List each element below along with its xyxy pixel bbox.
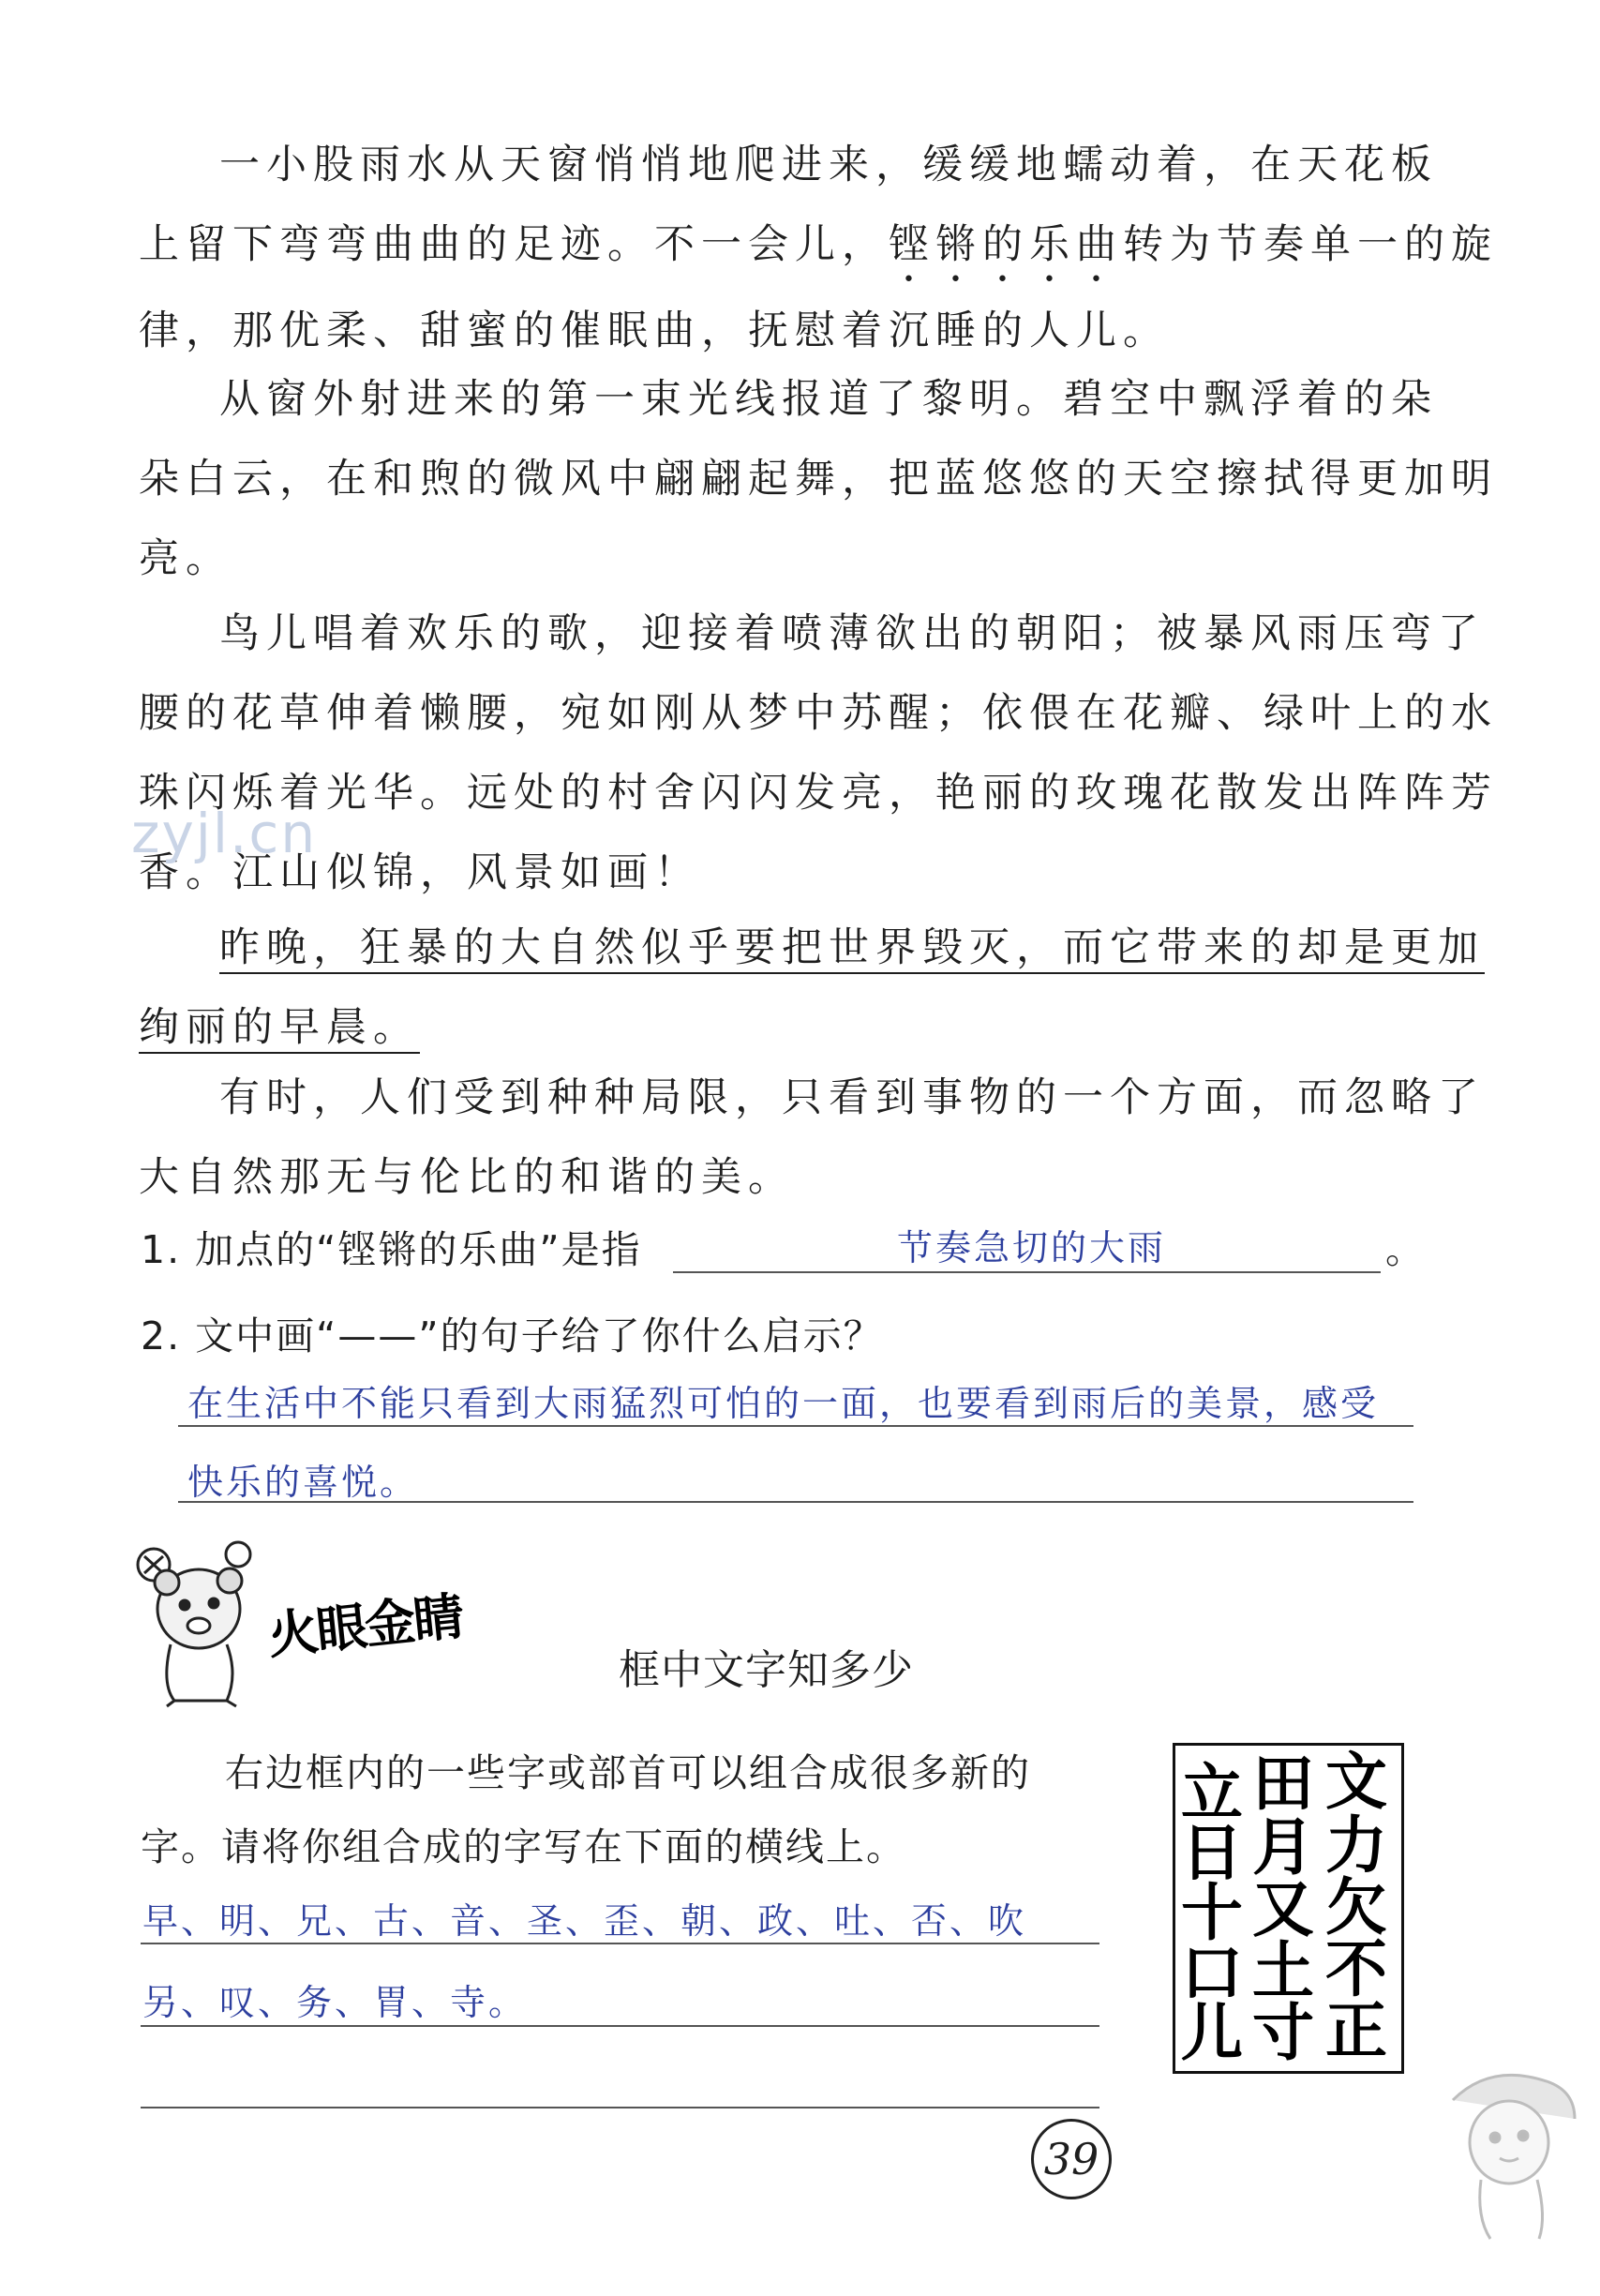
question-2-answer-line1[interactable]: 在生活中不能只看到大雨猛烈可怕的一面，也要看到雨后的美景，感受: [187, 1383, 1380, 1424]
grid-char: 不: [1325, 1933, 1387, 2005]
q2-answer-line-2: [178, 1501, 1413, 1503]
p3-line3: 珠闪烁着光华。远处的村舍闪闪发亮，艳丽的玫瑰花散发出阵阵芳: [139, 770, 1498, 817]
grid-char: 月: [1252, 1811, 1314, 1883]
composed-answer-line-3: [141, 2107, 1099, 2108]
composed-chars-answer-line2: 另、叹、务、胃、寺。: [142, 1982, 528, 2023]
p1-line2-before: 上留下弯弯曲曲的足迹。不一会儿，: [139, 221, 889, 268]
passage-p2: [139, 360, 1498, 599]
question-2-answer-line2: 快乐的喜悦。: [187, 1462, 419, 1503]
passage-p4: [139, 908, 1485, 1068]
instruction-line1: 右边框内的一些字或部首可以组合成很多新的: [225, 1750, 1031, 1795]
p2-line1: 从窗外射进来的第一束光线报道了黎明。碧空中飘浮着的朵: [219, 376, 1438, 423]
question-2-prompt: 2. 文中画“——”的句子给了你什么启示？: [141, 1313, 884, 1358]
grid-char: 儿: [1181, 1997, 1243, 2069]
question-1-prompt: 1. 加点的“铿锵的乐曲”是指: [141, 1227, 642, 1272]
p3-line1: 鸟儿唱着欢乐的歌，迎接着喷薄欲出的朝阳；被暴风雨压弯了: [219, 610, 1485, 657]
p3-line4: 香。江山似锦，风景如画！: [139, 849, 701, 896]
character-grid-box: [1173, 1743, 1404, 2074]
grid-char: 日: [1181, 1817, 1243, 1889]
p1-line2-after: 转为节奏单一的旋: [1123, 221, 1498, 268]
composed-answer-line-2: [141, 2025, 1099, 2027]
section-badge: 火眼金睛: [264, 1586, 466, 1666]
grid-char: 土: [1252, 1935, 1314, 2007]
composed-answer-line-1: [141, 1943, 1099, 1944]
page-number-circle: [1031, 2119, 1112, 2199]
question-1-end: 。: [1385, 1227, 1426, 1272]
p3-line2: 腰的花草伸着懒腰，宛如刚从梦中苏醒；依偎在花瓣、绿叶上的水: [139, 690, 1498, 737]
question-1-answer[interactable]: 节奏急切的大雨: [897, 1227, 1167, 1268]
section-title: 框中文字知多少: [619, 1646, 914, 1694]
emphasized-phrase: 铿锵的乐曲: [889, 221, 1123, 268]
grid-char: 田: [1252, 1748, 1314, 1820]
q2-answer-line-1: [178, 1425, 1413, 1427]
grid-char: 文: [1325, 1746, 1387, 1818]
grid-char: 口: [1181, 1937, 1243, 2009]
passage-p3: [139, 594, 1498, 913]
p5-line1: 有时，人们受到种种局限，只看到事物的一个方面，而忽略了: [219, 1074, 1485, 1121]
p1-line1: 一小股雨水从天窗悄悄地爬进来，缓缓地蠕动着，在天花板: [219, 142, 1438, 188]
passage-p1: [139, 126, 1498, 371]
p1-line3: 律，那优柔、甜蜜的催眠曲，抚慰着沉睡的人儿。: [139, 308, 1170, 354]
p4-line1: [139, 908, 1485, 988]
p2-line3: 亮。: [139, 535, 232, 582]
grid-char: 力: [1325, 1809, 1387, 1882]
q1-answer-line: [673, 1271, 1381, 1273]
passage-p5: [139, 1058, 1485, 1218]
p4-line2: [139, 988, 1409, 1068]
grid-char: 立: [1181, 1757, 1243, 1829]
p5-line2: 大自然那无与伦比的和谐的美。: [139, 1154, 795, 1201]
bear-mascot-icon: [133, 1534, 274, 1708]
grid-char: 正: [1325, 1995, 1387, 2067]
girl-illustration-icon: [1434, 2053, 1593, 2241]
grid-char: 十: [1181, 1877, 1243, 1949]
instruction-line2: 字。请将你组合成的字写在下面的横线上。: [141, 1824, 906, 1869]
underlined-sentence-part2: 绚丽的早晨。: [139, 1004, 420, 1051]
page-number: 39: [1043, 2134, 1099, 2184]
p2-line2: 朵白云，在和煦的微风中翩翩起舞，把蓝悠悠的天空擦拭得更加明: [139, 456, 1498, 503]
watermark: zyjl.cn: [131, 802, 318, 865]
grid-char: 欠: [1325, 1871, 1387, 1943]
p1-line2: [139, 205, 1498, 292]
grid-char: 寸: [1252, 1997, 1314, 2069]
underlined-sentence-part1: 昨晚，狂暴的大自然似乎要把世界毁灭，而它带来的却是更加: [219, 924, 1485, 971]
composed-chars-answer-line1[interactable]: 早、明、兄、古、音、圣、歪、朝、政、吐、否、吹: [142, 1900, 1027, 1942]
grid-char: 又: [1252, 1873, 1314, 1945]
